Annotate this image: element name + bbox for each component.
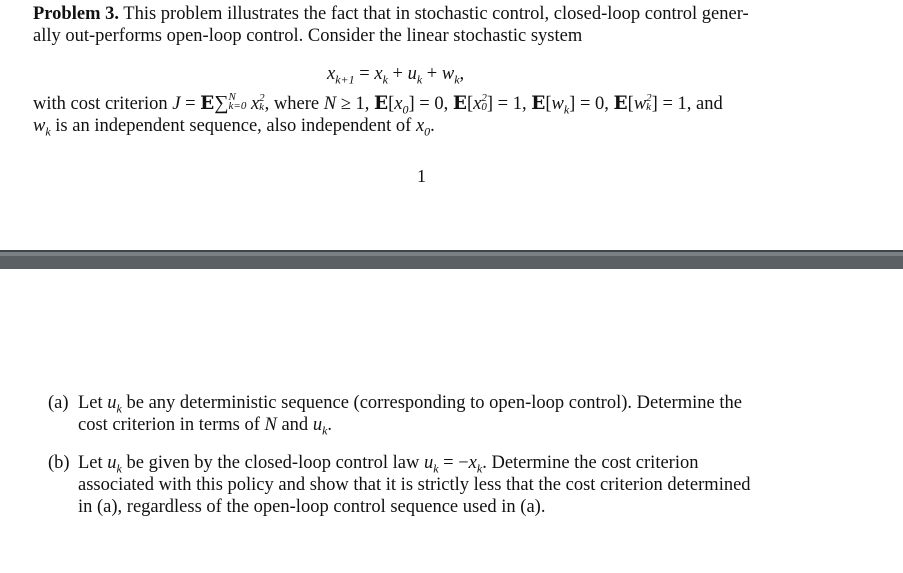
independence-text: is an independent sequence, also independent of xyxy=(50,116,416,136)
part-a-and: and xyxy=(276,415,313,435)
sum-lower-limit: k=0 xyxy=(228,99,247,112)
page-number: 1 xyxy=(417,166,426,186)
part-a-label: (a) xyxy=(48,393,69,413)
w-k-var: $w_k$ xyxy=(33,116,51,139)
part-b-line1 xyxy=(78,452,698,475)
part-a-end: . xyxy=(327,415,333,435)
cost-where: , where xyxy=(264,94,324,114)
problem-intro-line1 xyxy=(33,3,749,26)
page-break-highlight xyxy=(0,252,903,256)
cost-J: J = E∑ N k=0 x 2 k xyxy=(172,90,265,114)
equation-text: $x_{k+1} = x_k + u_k + w_k$, xyxy=(327,64,465,87)
cost-term-sub: k xyxy=(259,100,265,113)
period: . xyxy=(430,116,435,136)
part-a-N: N xyxy=(264,415,277,435)
part-a-let: Let xyxy=(78,393,108,413)
cost-prefix: with cost criterion xyxy=(33,94,173,114)
independence-line xyxy=(33,115,435,138)
part-a-text-1: be any deterministic sequence (corresponding to open-loop control). Determine the xyxy=(121,393,742,413)
problem-heading: Problem 3. xyxy=(33,4,119,24)
part-a-text-2: cost criterion in terms of xyxy=(78,415,265,435)
x0-var: $x_0$ xyxy=(415,116,431,139)
intro-text-1: This problem illustrates the fact that in stochastic control, closed-loop control gener- xyxy=(118,4,749,24)
part-b-law: $u_k = -x_k$ xyxy=(423,453,483,476)
part-a-line2 xyxy=(78,414,332,437)
cost-conditions: N ≥ 1, $E[x_0] = 0$, E[x 2 0 ] = 1, $E[w_k] = 0$, E[w 2 k ] = 1 xyxy=(323,91,687,117)
cost-and: , and xyxy=(686,94,723,114)
part-a-u: $u_k$ xyxy=(312,415,328,438)
problem-intro-line2 xyxy=(33,25,582,48)
part-a-line1 xyxy=(78,392,742,415)
cost-criterion-line xyxy=(33,92,723,116)
part-a-var: $u_k$ xyxy=(107,393,122,416)
part-b-label: (b) xyxy=(48,453,70,473)
intro-text-2: ally out-performs open-loop control. Consider the linear stochastic system xyxy=(33,26,583,46)
part-b-text-mid: be given by the closed-loop control law xyxy=(121,453,424,473)
part-b-let: Let xyxy=(78,453,108,473)
part-b-var: $u_k$ xyxy=(107,453,122,476)
part-b-line3: in (a), regardless of the open-loop control sequence used in (a). xyxy=(78,497,546,517)
system-equation xyxy=(327,64,464,85)
part-b-text-1: . Determine the cost criterion xyxy=(482,453,699,473)
cost-term: x xyxy=(250,94,260,114)
sum-upper-limit: N xyxy=(228,90,236,103)
cost-term-sup: 2 xyxy=(259,91,265,104)
part-b-line2: associated with this policy and show that it is strictly less that the cost criterion determined xyxy=(78,475,751,495)
